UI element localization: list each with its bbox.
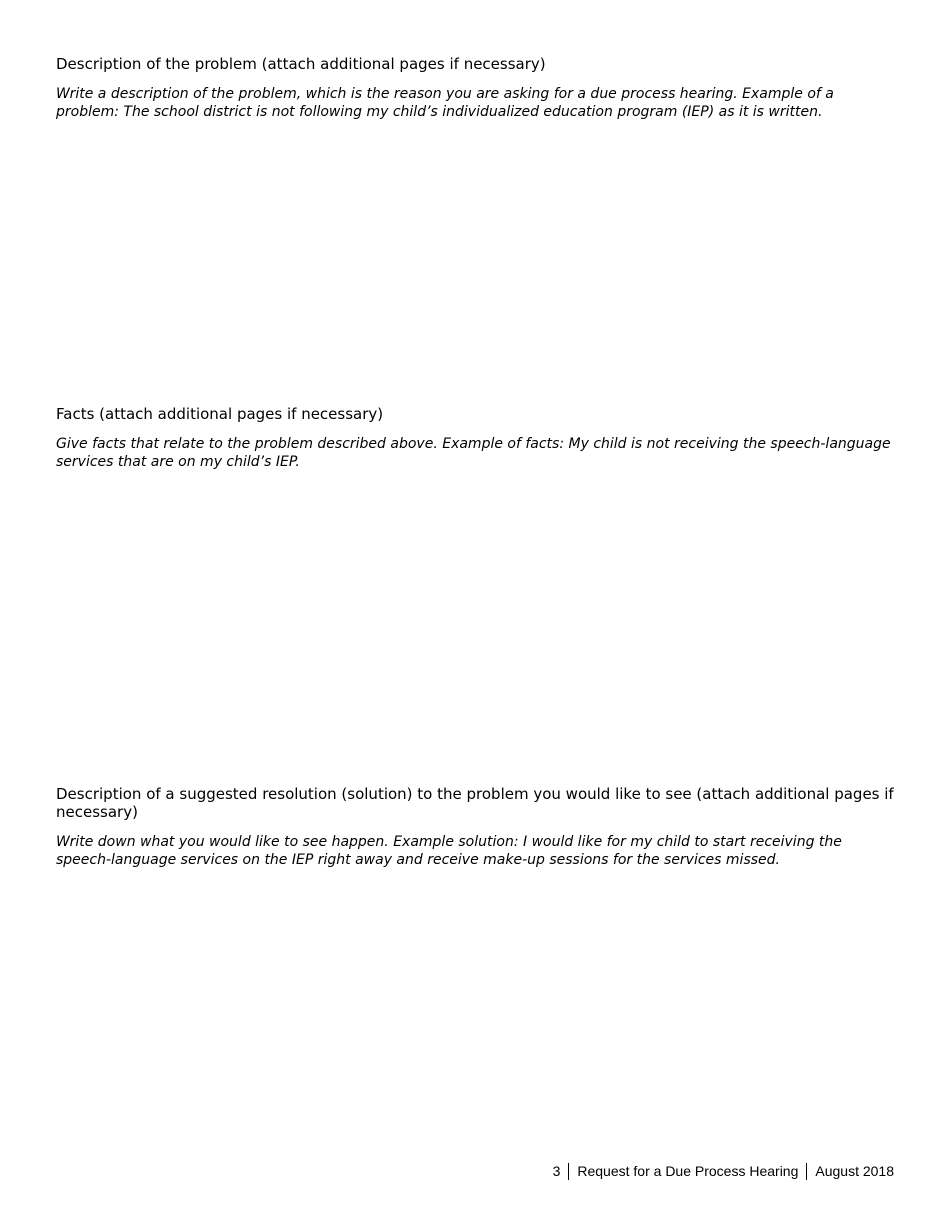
document-title: Request for a Due Process Hearing <box>577 1163 799 1179</box>
page-footer <box>553 1162 894 1180</box>
problem-description-heading: Description of the problem (attach additional pages if necessary) <box>56 55 546 73</box>
suggested-resolution-instructions: Write down what you would like to see happen. Example solution: I would like for my child to start receiving the speech-language services on the IEP right away and receive make-up sessions for the services missed. <box>56 834 842 868</box>
suggested-resolution-answer-area[interactable] <box>56 869 896 1129</box>
suggested-resolution-heading: Description of a suggested resolution (solution) to the problem you would like to see (attach additional pages if necessary) <box>56 785 894 821</box>
facts-answer-area[interactable] <box>56 471 896 761</box>
problem-description-section <box>56 55 896 391</box>
document-date: August 2018 <box>815 1163 894 1179</box>
footer-divider <box>568 1163 569 1180</box>
facts-section <box>56 405 896 761</box>
page-number: 3 <box>552 1163 561 1179</box>
problem-description-answer-area[interactable] <box>56 121 896 391</box>
suggested-resolution-section <box>56 785 896 1129</box>
footer-divider <box>806 1163 807 1180</box>
facts-heading: Facts (attach additional pages if necessary) <box>56 405 384 423</box>
facts-instructions: Give facts that relate to the problem described above. Example of facts: My child is not receiving the speech-language services that are on my child’s IEP. <box>56 436 891 470</box>
problem-description-instructions: Write a description of the problem, which is the reason you are asking for a due process hearing. Example of a problem: The school district is not following my child’s individualized education program (IEP) as it is written. <box>56 86 834 120</box>
